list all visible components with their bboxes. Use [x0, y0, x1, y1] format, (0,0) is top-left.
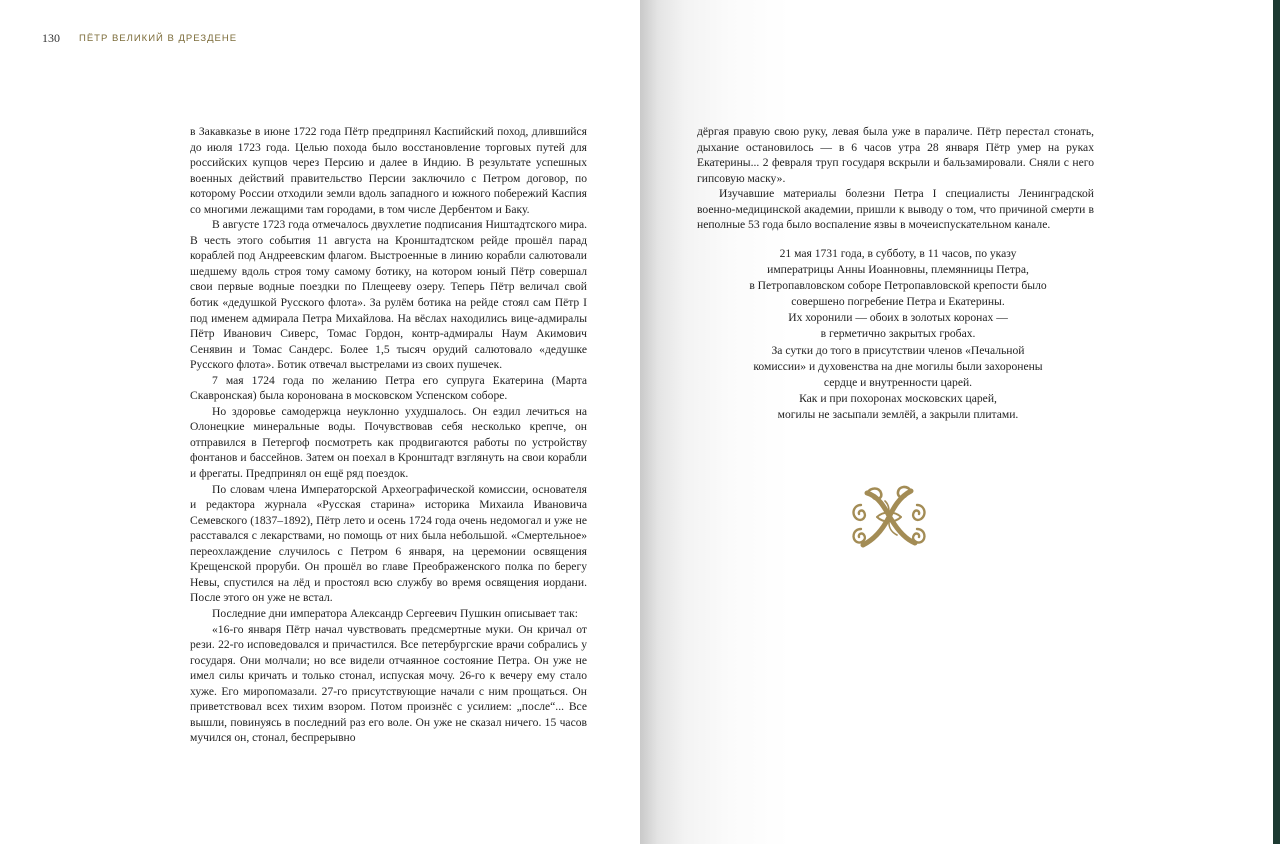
inscription-line: 21 мая 1731 года, в субботу, в 11 часов, по указу	[779, 247, 1017, 260]
paragraph: По словам члена Императорской Археографической комиссии, основателя и редактора журнала «Русская старина» историка Михаила Ивановича Семевского (1837–1892), Пётр лето и осень 1724 года очень недомогал и уже не расставался с лекарствами, но помощь от них была небольшой. «Смертельное» переохлаждение случилось с Петром 6 января, на церемонии освящения Крещенской проруби. Он прошёл во главе Преображенского полка по берегу Невы, спустился на лёд и простоял всю службу во время освящения иордани. После этого он уже не встал.	[190, 482, 587, 605]
paragraph: 7 мая 1724 года по желанию Петра его супруга Екатерина (Марта Скавронская) была коронована в московском Успенском соборе.	[190, 373, 587, 403]
right-body-text	[697, 124, 1094, 233]
inscription-line: За сутки до того в присутствии членов «Печальной	[771, 343, 1025, 357]
cover-edge	[1273, 0, 1280, 844]
paragraph: В августе 1723 года отмечалось двухлетие подписания Ништадтского мира. В честь этого события 11 августа на Кронштадтском рейде прошёл парад кораблей под Андреевским флагом. Выстроенные в линию корабли салютовали шедшему вдоль строя тому самому ботику, на котором юный Пётр совершал свои первые водные поездки по Плещееву озеру. Теперь Пётр величал свой ботик «дедушкой Русского флота». За рулём ботика на рейде стоял сам Пётр I под именем адмирала Петра Михайлова. На вёслах находились вице-адмиралы Пётр Иванович Сиверс, Томас Гордон, контр-адмиралы Наум Акимович Сенявин и Томас Сандерс. Более 1,5 тысяч орудий салютовало «дедушке Русского флота». Ботик отвечал выстрелами из своих пушечек.	[190, 218, 587, 372]
inscription-line: сердце и внутренности царей.	[823, 375, 973, 389]
paragraph: Изучавшие материалы болезни Петра I специалисты Ленинградской военно-медицинской академии, пришли к выводу о том, что причиной смерти в неполные 53 года было воспаление язвы в мочеиспускательном канале.	[697, 187, 1094, 232]
inscription-line: комиссии» и духовенства на дне могилы были захоронены	[753, 359, 1043, 373]
left-body-text	[190, 124, 587, 746]
burial-inscription	[700, 246, 1096, 423]
running-head: ПЁТР ВЕЛИКИЙ В ДРЕЗДЕНЕ	[79, 33, 238, 44]
inscription-line: Их хоронили — обоих в золотых коронах —	[788, 311, 1008, 325]
inscription-line: Как и при похоронах московских царей,	[799, 391, 997, 405]
paragraph: Последние дни императора Александр Сергеевич Пушкин описывает так:	[212, 606, 578, 620]
paragraph: Но здоровье самодержца неуклонно ухудшалось. Он ездил лечиться на Олонецкие минеральные воды. Почувствовав себя несколько крепче, он отправился в Петергоф посмотреть как продвигаются работы по устройству фонтанов и бассейнов. Затем он поехал в Кронштадт взглянуть на свои корабли и фрегаты. Предпринял он ещё ряд поездок.	[190, 404, 587, 481]
inscription-line: совершено погребение Петра и Екатерины.	[791, 295, 1005, 309]
inscription-line: в Петропавловском соборе Петропавловской крепости было	[749, 279, 1047, 293]
paragraph: в Закавказье в июне 1722 года Пётр предпринял Каспийский поход, длившийся до июля 1723 года. Целью похода было восстановление торговых путей для российских купцов через Персию и далее в Индию. В результате успешных военных действий правительство Персии заключило с Петром договор, по которому России отходили земли вдоль западного и южного побережий Каспия со многими лежащими там городами, в том числе Дербентом и Баку.	[190, 125, 587, 216]
quote-paragraph: «16-го января Пётр начал чувствовать предсмертные муки. Он кричал от рези. 22-го исповедовался и причастился. Все петербургские врачи собрались у государя. Они молчали; но все видели отчаянное состояние Петра. Он уже не имел силы кричать и только стонал, испуская мочу. 26-го к вечеру ему стало хуже. Его миропомазали. 27-го присутствующие начали с ним прощаться. Он приветствовал всех тихим взором. Потом произнёс с усилием: „после“... Все вышли, повинуясь в последний раз его воле. Он уже не сказал ничего. 15 часов мучился он, стонал, беспрерывно	[190, 622, 587, 745]
inscription-line: могилы не засыпали землёй, а закрыли плитами.	[777, 407, 1019, 421]
monogram-ornament-icon	[847, 483, 931, 551]
page-number: 130	[42, 31, 60, 45]
inscription-line: в герметично закрытых гробах.	[820, 327, 976, 341]
inscription-line: императрицы Анны Иоанновны, племянницы Петра,	[767, 263, 1029, 277]
quote-continuation: дёргая правую свою руку, левая была уже в параличе. Пётр перестал стонать, дыхание остановилось — в 6 часов утра 28 января Пётр умер на руках Екатерины... 2 февраля труп государя вскрыли и бальзамировали. Сняли с него гипсовую маску».	[697, 125, 1094, 185]
